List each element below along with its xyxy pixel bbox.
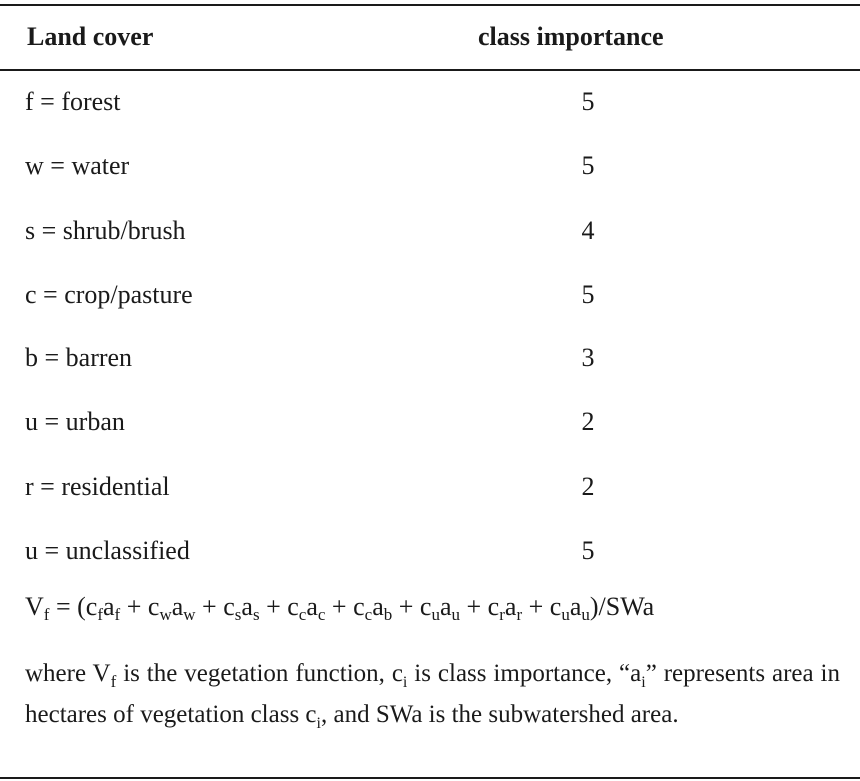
table-row (0, 216, 860, 256)
table-row (0, 472, 860, 512)
class-importance-cell: 5 (581, 280, 595, 309)
formula-plus: + (460, 592, 488, 621)
land-cover-cell: w = water (25, 151, 130, 180)
formula-plus: + (522, 592, 550, 621)
land-cover-cell: c = crop/pasture (25, 280, 193, 309)
class-importance-cell: 2 (581, 472, 595, 501)
formula-plus: + (259, 592, 288, 621)
land-cover-cell: f = forest (25, 87, 121, 116)
class-importance-cell: 5 (581, 87, 595, 116)
header-class-importance: class importance (478, 22, 664, 51)
table-footnote: where $V_f$ is the vegetation function, $c_i$ is class importance, “$a_i$” represents area in hectares of vegetation class $c_i$, and SWa is the subwatershed area. (25, 660, 840, 732)
class-importance-cell: 3 (581, 343, 595, 372)
formula-plus: + (195, 592, 224, 621)
formula-terms (85, 592, 590, 624)
formula-term: $c_ra_r$ (487, 592, 523, 624)
formula-term: $c_sa_s$ (223, 592, 260, 624)
land-cover-cell: s = shrub/brush (25, 216, 186, 245)
formula-plus: + (392, 592, 420, 621)
land-cover-cell: u = urban (25, 407, 125, 436)
table-row (0, 87, 860, 127)
table-header-rule (0, 69, 860, 71)
formula-plus: + (325, 592, 354, 621)
land-cover-cell: r = residential (25, 472, 170, 501)
class-importance-cell: 5 (581, 536, 595, 565)
formula-term: $c_ua_u$ (549, 592, 590, 624)
table-row (0, 151, 860, 191)
land-cover-cell: b = barren (25, 343, 133, 372)
formula-plus: + (120, 592, 148, 621)
land-cover-cell: u = unclassified (25, 536, 190, 565)
class-importance-cell: 5 (581, 151, 595, 180)
header-land-cover: Land cover (27, 22, 154, 51)
formula-term: $c_fa_f$ (85, 592, 121, 624)
table-row (0, 343, 860, 383)
table-row (0, 407, 860, 447)
table-top-rule (0, 4, 860, 6)
class-importance-cell: 2 (581, 407, 595, 436)
vegetation-function-formula: $V_f = (c_fa_f + c_wa_w + c_sa_s + c_ca_c + c_ca_b + c_ua_u + c_ra_r + c_ua_u)/SWa$ (25, 592, 655, 624)
formula-term: $c_ca_c$ (287, 592, 326, 624)
class-importance-cell: 4 (581, 216, 595, 245)
table-row (0, 280, 860, 320)
formula-term: $c_ca_b$ (353, 592, 393, 624)
formula-term: $c_wa_w$ (147, 592, 196, 624)
formula-term: $c_ua_u$ (419, 592, 460, 624)
table-row (0, 536, 860, 576)
table-bottom-rule (0, 777, 860, 779)
